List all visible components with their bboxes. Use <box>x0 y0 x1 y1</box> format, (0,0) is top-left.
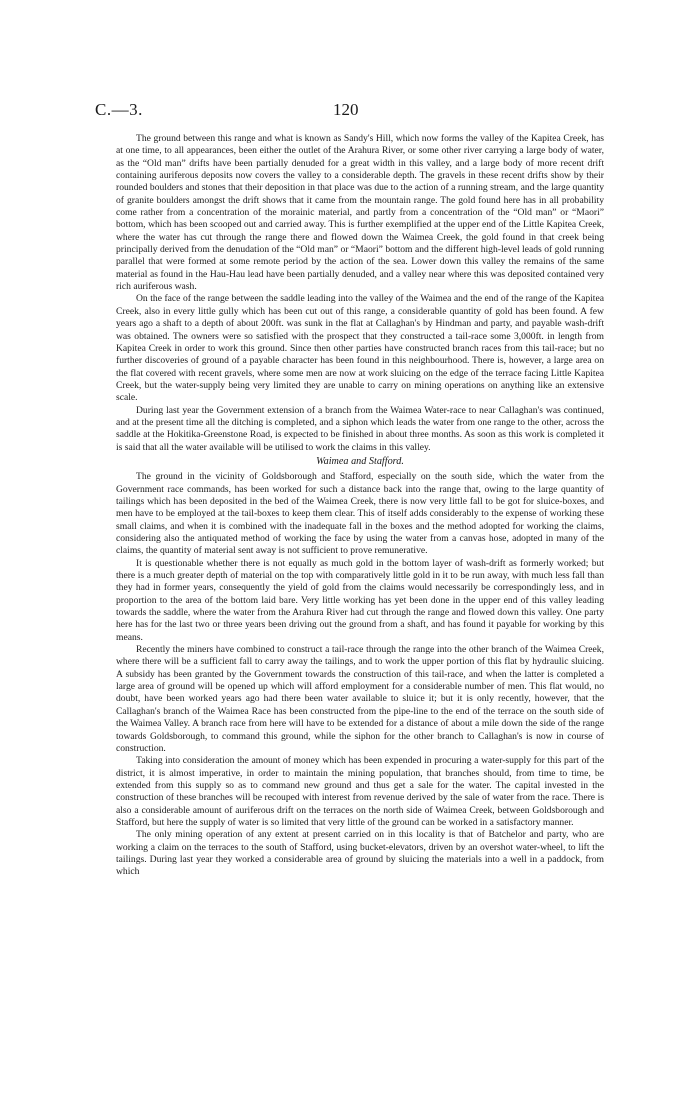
paragraph: The ground in the vicinity of Goldsborough and Stafford, especially on the south side, which the water from the Government race commands, has been worked for such a distance back into the range that, owing to the large quantity of tailings which has been deposited in the bed of the Waimea Creek, there is now very little fall to be got for sluice-boxes, and men have to be employed at the tail-boxes to keep them clear. This of itself adds considerably to the expense of working these small claims, and when it is combined with the inadequate fall in the boxes and the method adopted for working the claims, considering also the antiquated method of working the face by using the water from a canvas hose, adopted in many of the claims, the quantity of material sent away is not sufficient to prove remunerative. <box>116 471 604 557</box>
paragraph: On the face of the range between the saddle leading into the valley of the Waimea and the end of the range of the Kapitea Creek, also in every little gully which has been cut out of this range, a considerable quantity of gold has been found. A few years ago a shaft to a depth of about 200ft. was sunk in the flat at Callaghan's by Hindman and party, and payable wash-drift was obtained. The owners were so satisfied with the prospect that they constructed a tail-race some 3,000ft. in length from Kapitea Creek in order to work this ground. Since then other parties have constructed branch races from this tail-race; but no further discoveries of ground of a payable character has been found in this neighbourhood. There is, however, a large area on the flat covered with recent gravels, where some men are now at work sluicing on the edge of the terrace facing Little Kapitea Creek, but the water-supply being very limited they are unable to carry on mining operations on anything like an extensive scale. <box>116 293 604 404</box>
page-number: 120 <box>333 100 359 119</box>
paragraph: Taking into consideration the amount of money which has been expended in procuring a water-supply for this part of the district, it is almost imperative, in order to maintain the mining population, that branches should, from time to time, be extended from this supply so as to command new ground and thus get a sale for the water. The capital invested in the construction of these branches will be recouped with interest from revenue derived by the sale of water from the race. There is also a considerable amount of auriferous drift on the terraces on the north side of Waimea Creek, between Goldsborough and Stafford, but here the supply of water is so limited that very little of the ground can be worked in a satisfactory manner. <box>116 755 604 828</box>
page-header <box>95 100 615 122</box>
paragraph: It is questionable whether there is not equally as much gold in the bottom layer of wash-drift as formerly worked; but there is a much greater depth of material on the top with comparatively little gold in it to be run away, with much less fall than they had in former years, consequently the yield of gold from the claims would necessarily be correspondingly less, and in proportion to the area of the bottom laid bare. Very little working has yet been done in the upper end of this valley leading towards the saddle, where the water from the Arahura River had cut through the range and flowed down this valley. One party here has for the last two or three years been driving out the ground from a shaft, and has found it payable for working by this means. <box>116 557 604 643</box>
paragraph: Recently the miners have combined to construct a tail-race through the range into the other branch of the Waimea Creek, where there will be a sufficient fall to carry away the tailings, and to work the upper portion of this flat by hydraulic sluicing. A subsidy has been granted by the Government towards the construction of this tail-race, and when the latter is completed a large area of ground will be opened up which will afford employment for a considerable number of men. This flat would, no doubt, have been worked years ago had there been water available to sluice it; but it is only recently, however, that the Callaghan's branch of the Waimea Race has been constructed from the pipe-line to the end of the terrace on the south side of the Waimea Valley. A branch race from here will have to be extended for a distance of about a mile down the side of the range towards Goldsborough, to command this ground, while the siphon for the other branch to Callaghan's is now in course of construction. <box>116 644 604 754</box>
body-text <box>116 133 604 879</box>
paragraph: The ground between this range and what is known as Sandy's Hill, which now forms the valley of the Kapitea Creek, has at one time, to all appearances, been either the outlet of the Arahura River, or some other river carrying a large body of water, as the “Old man” drifts have been partially denuded for a great width in this valley, and a large body of more recent drift containing auriferous deposits now covers the valley to a considerable depth. The gravels in these recent drifts show by their rounded boulders and stones that their deposition in that place was due to the action of a running stream, and the large quantity of granite boulders amongst the drift shows that it came from the mountain range. The gold found here has in all probability come rather from a concentration of the morainic material, and partly from a concentration of the “Old man” or “Maori” bottom, which has been scooped out and carried away. This is further exemplified at the upper end of the Little Kapitea Creek, where the water has cut through the range there and flowed down the Waimea Creek, the gold found in that creek being principally derived from the denudation of the “Old man” or “Maori” bottom and the different high-level leads of gold running parallel that were formed at some remote period by the action of the sea. Lower down this valley the remains of the same material as found in the Hau-Hau lead have been partially denuded, and a valley near where this was deposited contained very rich auriferous wash. <box>116 133 604 293</box>
paragraph: During last year the Government extension of a branch from the Waimea Water-race to near Callaghan's was continued, and at the present time all the ditching is completed, and a siphon which leads the water from one range to the other, across the saddle at the Hokitika-Greenstone Road, is expected to be finished in about three months. As soon as this work is completed it is said that all the water available will be utilised to work the claims in this valley. <box>116 404 604 453</box>
document-reference: C.—3. <box>95 100 143 119</box>
section-heading: Waimea and Stafford. <box>316 455 404 467</box>
paragraph: The only mining operation of any extent at present carried on in this locality is that of Batchelor and party, who are working a claim on the terraces to the south of Stafford, using bucket-elevators, driven by an overshot water-wheel, to lift the tailings. During last year they worked a considerable area of ground by sluicing the materials into a well in a paddock, from which <box>116 829 604 878</box>
